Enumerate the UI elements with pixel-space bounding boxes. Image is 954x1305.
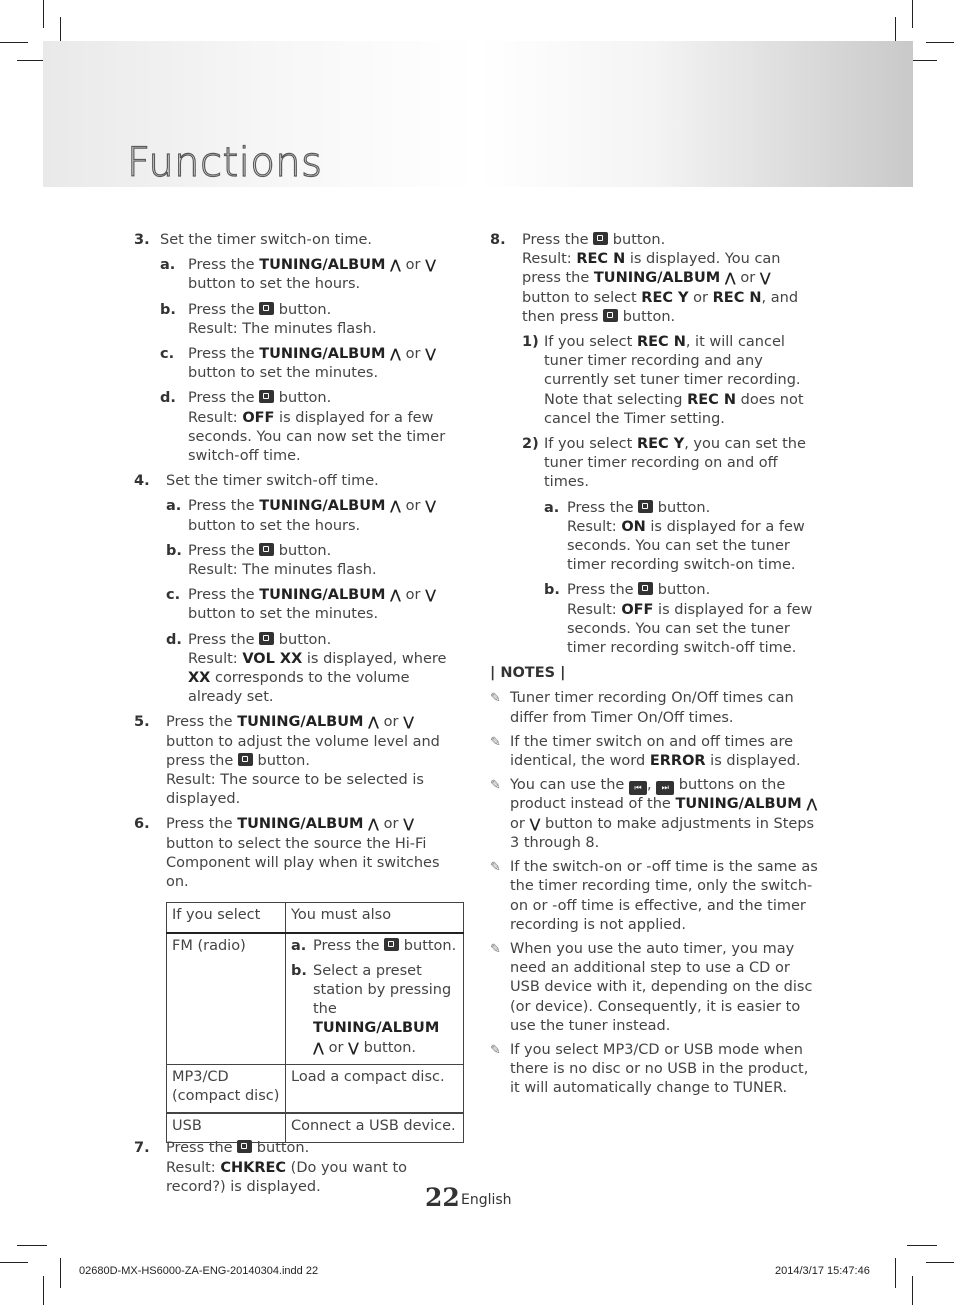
crop-mark xyxy=(0,1262,28,1263)
pencil-icon: ✎ xyxy=(490,691,501,707)
table-header-row xyxy=(167,903,464,933)
enter-button-icon xyxy=(237,1140,252,1153)
previous-track-icon: ⏮ xyxy=(629,781,647,795)
down-arrow-icon: ⋁ xyxy=(529,816,541,832)
enter-button-icon xyxy=(259,302,274,315)
step-6: 6. Press the TUNING/ALBUM ⋀ or ⋁ button to select the source the Hi-Fi Component will play when it switches on. If you select You must also FM (radio) a. Press the button. b. Select a preset station by pressing the TUNING/ALBUM ⋀ or ⋁ button. MP3/CD (compact disc) Load a compact disc. USB Connect a USB device. xyxy=(134,815,464,1143)
step-number: 8. xyxy=(490,232,506,248)
step-number: 3. xyxy=(134,232,150,248)
table-cell: MP3/CD (compact disc) xyxy=(167,1064,286,1113)
substep: d. Press the button. Result: VOL XX is displayed, where XX corresponds to the volume already set. xyxy=(166,631,447,706)
left-column xyxy=(134,231,464,1203)
substep: b. Press the button. Result: OFF is displayed for a few seconds. You can set the tuner timer recording switch-off time. xyxy=(544,582,813,657)
table-row xyxy=(167,933,464,1065)
print-date: 2014/3/17 15:47:46 xyxy=(775,1265,870,1277)
table-cell: Connect a USB device. xyxy=(286,1113,464,1143)
page-title: Functions xyxy=(127,140,323,186)
pencil-icon: ✎ xyxy=(490,860,501,876)
enter-button-icon xyxy=(238,753,253,766)
crop-mark xyxy=(60,1258,61,1288)
pencil-icon: ✎ xyxy=(490,1042,501,1058)
up-arrow-icon: ⋀ xyxy=(313,1040,324,1056)
enter-button-icon xyxy=(638,582,653,595)
step-number: 4. xyxy=(134,473,150,490)
up-arrow-icon: ⋀ xyxy=(368,817,380,833)
note-item: ✎ If the timer switch on and off times are identical, the word ERROR is displayed. xyxy=(490,733,801,770)
enter-button-icon xyxy=(603,309,618,322)
substep: 1) If you select REC N, it will cancel tuner timer recording and any currently set tuner timer recording. Note that selecting REC N does not cancel the Timer setting. xyxy=(522,334,804,427)
enter-button-icon xyxy=(259,632,274,645)
step-text: Set the timer switch-off time. xyxy=(166,473,379,490)
note-item: ✎ If you select MP3/CD or USB mode when there is no disc or no USB in the product, it will automatically change to TUNER. xyxy=(490,1041,809,1097)
pencil-icon: ✎ xyxy=(490,734,501,750)
table-cell: Load a compact disc. xyxy=(286,1064,464,1113)
note-item: ✎ When you use the auto timer, you may need an additional step to use a CD or USB device with it, depending on the disc (or device). Consequently, it is easier to use the tuner instead. xyxy=(490,940,813,1034)
substep: c. Press the TUNING/ALBUM ⋀ or ⋁ button to set the minutes. xyxy=(160,346,437,382)
step-5: 5. Press the TUNING/ALBUM ⋀ or ⋁ button to adjust the volume level and press the button. Result: The source to be selected is displayed. xyxy=(134,714,440,808)
substep: a. Press the button. Result: ON is displayed for a few seconds. You can set the tuner timer recording switch-on time. xyxy=(544,499,805,574)
substep: b. Press the button. Result: The minutes flash. xyxy=(166,542,377,579)
step-7: 7. Press the button. Result: CHKREC (Do you want to record?) is displayed. xyxy=(134,1140,407,1195)
enter-button-icon xyxy=(259,390,274,403)
down-arrow-icon: ⋁ xyxy=(425,347,437,363)
step-8: 8. Press the button. Result: REC N is displayed. You can press the TUNING/ALBUM ⋀ or ⋁ button to select REC Y or REC N, and then press button. 1) If you select REC N, it will cancel tuner timer recording and any currently set tuner timer recording. Note that selecting REC N does not cancel the Timer setting. 2) If you select REC Y, you can set the tuner timer recording on and off times. a. Press the button. Result: ON is displayed for a few seconds. You can set the tuner timer recording switch-on time. b. Press the button. Result: OFF is displayed for a few seconds. You can set the tuner timer recording switch-off time. xyxy=(490,231,822,658)
up-arrow-icon: ⋀ xyxy=(368,715,380,731)
down-arrow-icon: ⋁ xyxy=(403,817,415,833)
down-arrow-icon: ⋁ xyxy=(425,588,437,604)
up-arrow-icon: ⋀ xyxy=(806,797,818,813)
print-file-name: 02680D-MX-HS6000-ZA-ENG-20140304.indd 22 xyxy=(79,1265,319,1277)
crop-mark xyxy=(926,42,954,43)
step-3 xyxy=(134,231,464,466)
right-column xyxy=(490,231,822,1104)
substep: 2) If you select REC Y, you can set the tuner timer recording on and off times. a. Press the button. Result: ON is displayed for a few seconds. You can set the tuner timer recording switch-on time. b. Press the button. Result: OFF is displayed for a few seconds. You can set the tuner timer recording switch-off time. xyxy=(522,435,822,658)
table-row xyxy=(167,1064,464,1113)
step-number: 5. xyxy=(134,714,150,731)
up-arrow-icon: ⋀ xyxy=(390,347,402,363)
enter-button-icon xyxy=(593,232,608,245)
substep: b. Press the button. Result: The minutes flash. xyxy=(160,301,377,337)
crop-mark xyxy=(43,0,44,28)
pencil-icon: ✎ xyxy=(490,941,501,957)
step-4 xyxy=(134,472,464,707)
crop-mark xyxy=(907,1245,937,1246)
up-arrow-icon: ⋀ xyxy=(390,258,402,274)
up-arrow-icon: ⋀ xyxy=(390,499,402,515)
crop-mark xyxy=(17,1245,47,1246)
cell-substep: b. Select a preset station by pressing the TUNING/ALBUM ⋀ or ⋁ button. xyxy=(291,962,452,1056)
crop-mark xyxy=(43,1276,44,1305)
up-arrow-icon: ⋀ xyxy=(724,271,736,287)
step-number: 6. xyxy=(134,816,150,833)
table-header-cell: If you select xyxy=(167,903,286,933)
crop-mark xyxy=(895,1258,896,1288)
substep: d. Press the button. Result: OFF is displayed for a few seconds. You can now set the timer switch-off time. xyxy=(160,390,446,465)
page-language: English xyxy=(461,1192,512,1208)
source-table xyxy=(166,902,464,1143)
substep: a. Press the TUNING/ALBUM ⋀ or ⋁ button to set the hours. xyxy=(160,257,437,293)
note-item: ✎ Tuner timer recording On/Off times can differ from Timer On/Off times. xyxy=(490,690,794,726)
down-arrow-icon: ⋁ xyxy=(348,1040,359,1056)
enter-button-icon xyxy=(259,543,274,556)
table-cell: FM (radio) xyxy=(167,933,286,1065)
crop-mark xyxy=(912,0,913,28)
next-track-icon: ⏭ xyxy=(656,781,674,795)
crop-mark xyxy=(0,42,28,43)
table-header-cell: You must also xyxy=(286,903,464,933)
enter-button-icon xyxy=(638,500,653,513)
note-item: ✎ You can use the ⏮ , ⏭ buttons on the product instead of the TUNING/ALBUM ⋀ or ⋁ button to make adjustments in Steps 3 through 8. xyxy=(490,777,818,851)
enter-button-icon xyxy=(384,938,399,951)
up-arrow-icon: ⋀ xyxy=(390,588,402,604)
note-item: ✎ If the switch-on or -off time is the same as the timer recording time, only the switch-on or -off time is effective, and the timer recording is not applied. xyxy=(490,859,818,933)
down-arrow-icon: ⋁ xyxy=(425,258,437,274)
substep: a. Press the TUNING/ALBUM ⋀ or ⋁ button to set the hours. xyxy=(166,498,437,534)
down-arrow-icon: ⋁ xyxy=(425,499,437,515)
step-text: Set the timer switch-on time. xyxy=(160,232,372,248)
pencil-icon: ✎ xyxy=(490,778,501,794)
crop-mark xyxy=(912,1276,913,1305)
substep: c. Press the TUNING/ALBUM ⋀ or ⋁ button to set the minutes. xyxy=(166,587,437,623)
step-number: 7. xyxy=(134,1140,150,1157)
table-cell xyxy=(286,933,464,1065)
down-arrow-icon: ⋁ xyxy=(403,715,415,731)
table-cell: USB xyxy=(167,1113,286,1143)
crop-mark xyxy=(926,1262,954,1263)
page-number: 22 xyxy=(425,1183,460,1212)
down-arrow-icon: ⋁ xyxy=(759,271,771,287)
cell-substep: a. Press the button. xyxy=(291,937,457,954)
notes-heading: | NOTES | xyxy=(490,665,566,682)
